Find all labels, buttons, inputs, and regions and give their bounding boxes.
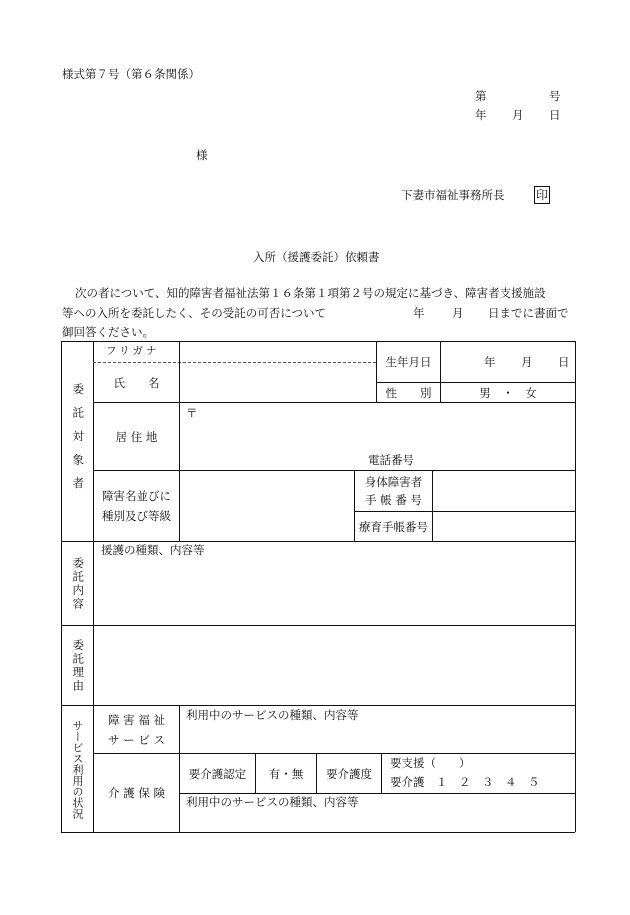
date-day: 日 [549,108,561,122]
physical-cert-label: 身体障害者 手 帳 番 号 [364,475,423,507]
birth-day: 日 [558,355,570,369]
address-label: 居 住 地 [115,429,158,444]
section-target-person-label: 委託対象者 [71,382,86,501]
body-line-1: 次の者について、知的障害者福祉法第１６条第１項第２号の規定に基づき、障害者支援施設 [75,286,546,300]
disability-label: 障害名並びに 種別及び等級 [102,489,171,523]
care-cert-value[interactable]: 有・無 [268,766,304,781]
date-year: 年 [475,108,487,122]
document-title: 入所（援護委託）依頼書 [253,250,380,264]
care-cert-label: 要介護認定 [188,766,247,781]
body-line-2-year: 年 [413,306,425,320]
sex-label: 性 別 [385,385,432,400]
section-service-usage-label: サービス利用の状況 [71,719,84,819]
section-reason-label: 委託理由 [71,638,86,693]
care-level-label: 要介護度 [326,766,372,781]
birth-month: 月 [521,355,533,369]
birth-year: 年 [484,355,496,369]
ryoiku-cert-label: 療育手帳番号 [359,519,428,534]
birthdate-label: 生年月日 [385,355,432,369]
issuer-name: 下妻市福祉事務所長 [401,188,505,202]
furigana-label: フリガナ [106,345,160,357]
ltc-service-in-use: 利用中のサービスの種類、内容等 [186,795,359,809]
section-care-content-label: 委託内容 [71,556,86,611]
body-line-2a: 等への入所を委託したく、その受託の可否について [62,306,327,320]
body-line-3: 御回答ください。 [62,325,154,339]
name-field[interactable] [180,363,376,402]
number-suffix: 号 [549,89,561,103]
date-month: 月 [512,108,524,122]
sex-options[interactable]: 男 ・ 女 [479,385,537,400]
support-level[interactable]: 要支援（ ） [390,756,471,770]
long-term-care-label: 介 護 保 険 [108,786,165,800]
name-label: 氏 名 [113,375,160,390]
care-level-options[interactable]: 要介護 １ ２ ３ ４ ５ [390,775,540,789]
postal-mark: 〒 [186,406,198,420]
body-line-2b: 日までに書面で [488,306,569,320]
welfare-service-label: 障 害 福 祉 サ ー ビ ス [108,712,165,747]
addressee-suffix: 様 [196,148,208,162]
body-line-2-month: 月 [452,306,464,320]
phone-label: 電話番号 [368,453,414,467]
disability-field[interactable] [180,471,354,541]
care-content-label: 援護の種類、内容等 [101,543,205,557]
number-prefix: 第 [475,89,487,103]
form-number: 様式第７号（第６条関係） [62,67,200,81]
welfare-service-in-use: 利用中のサービスの種類、内容等 [186,708,359,722]
seal-stamp: 印 [535,188,548,202]
